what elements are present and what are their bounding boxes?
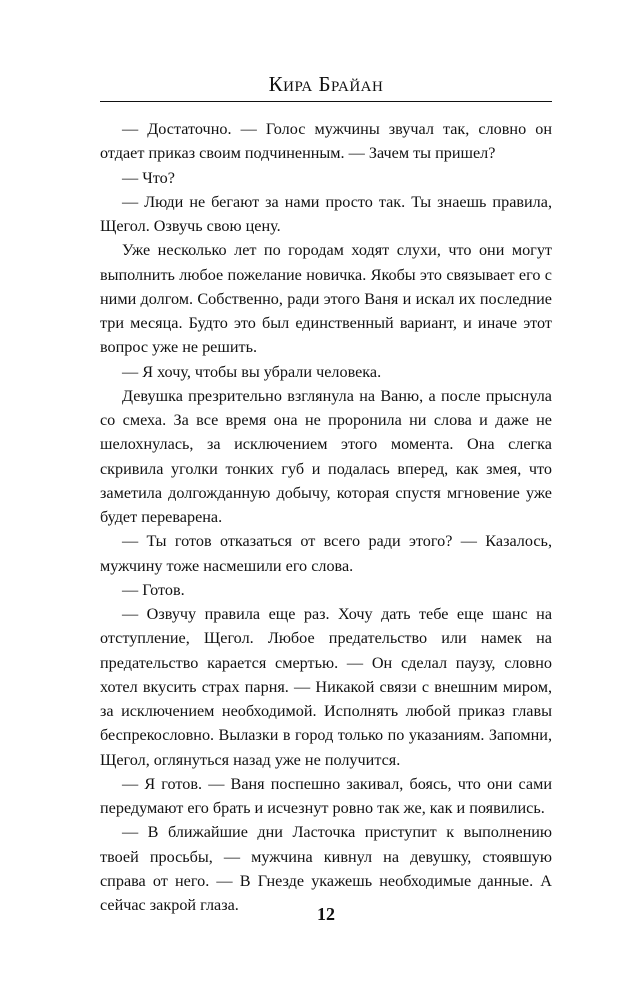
paragraph: — Что? [122, 168, 175, 187]
body-text [100, 117, 552, 917]
paragraph: — Достаточно. — Голос мужчины звучал так, словно он отдает приказ своим подчиненным. — Зачем ты пришел? [100, 120, 552, 163]
paragraph: — Готов. [122, 580, 185, 599]
paragraph: Девушка презрительно взглянула на Ваню, а после прыснула со смеха. За все время она не проронила ни слова и даже не шелохнулась, за исключением этого момента. Она слегка скривила уголки тонких губ и подалась вперед, как змея, что заметила долгожданную добычу, которая спустя мгновение уже будет переварена. [100, 386, 552, 526]
paragraph: — В ближайшие дни Ласточка приступит к выполнению твоей просьбы, — мужчина кивнул на девушку, стоявшую справа от него. — В Гнезде укажешь необходимые данные. А сейчас закрой глаза. [100, 823, 552, 914]
paragraph: — Я хочу, чтобы вы убрали человека. [122, 362, 382, 381]
page-number: 12 [317, 904, 335, 924]
paragraph: — Ты готов отказаться от всего ради этого? — Казалось, мужчину тоже насмешили его слова. [100, 532, 552, 575]
header-rule [100, 101, 552, 102]
running-head-author: Кира Брайан [268, 72, 384, 96]
paragraph: — Я готов. — Ваня поспешно закивал, боясь, что они сами передумают его брать и исчезнут ровно так же, как и появились. [100, 774, 552, 817]
paragraph: Уже несколько лет по городам ходят слухи, что они могут выполнить любое пожелание новичка. Якобы это связывает его с ними долгом. Собственно, ради этого Ваня и искал их последние три месяца. Будто это был единственный вариант, и иначе этот вопрос уже не решить. [100, 241, 552, 357]
paragraph: — Озвучу правила еще раз. Хочу дать тебе еще шанс на отступление, Щегол. Любое предательство или намек на предательство карается смертью. — Он сделал паузу, словно хотел вкусить страх парня. — Никакой связи с внешним миром, за исключением необходимой. Исполнять любой приказ главы беспрекословно. Вылазки в город только по указаниям. Запомни, Щегол, оглянуться назад уже не получится. [100, 605, 552, 769]
paragraph: — Люди не бегают за нами просто так. Ты знаешь правила, Щегол. Озвучь свою цену. [100, 192, 552, 235]
